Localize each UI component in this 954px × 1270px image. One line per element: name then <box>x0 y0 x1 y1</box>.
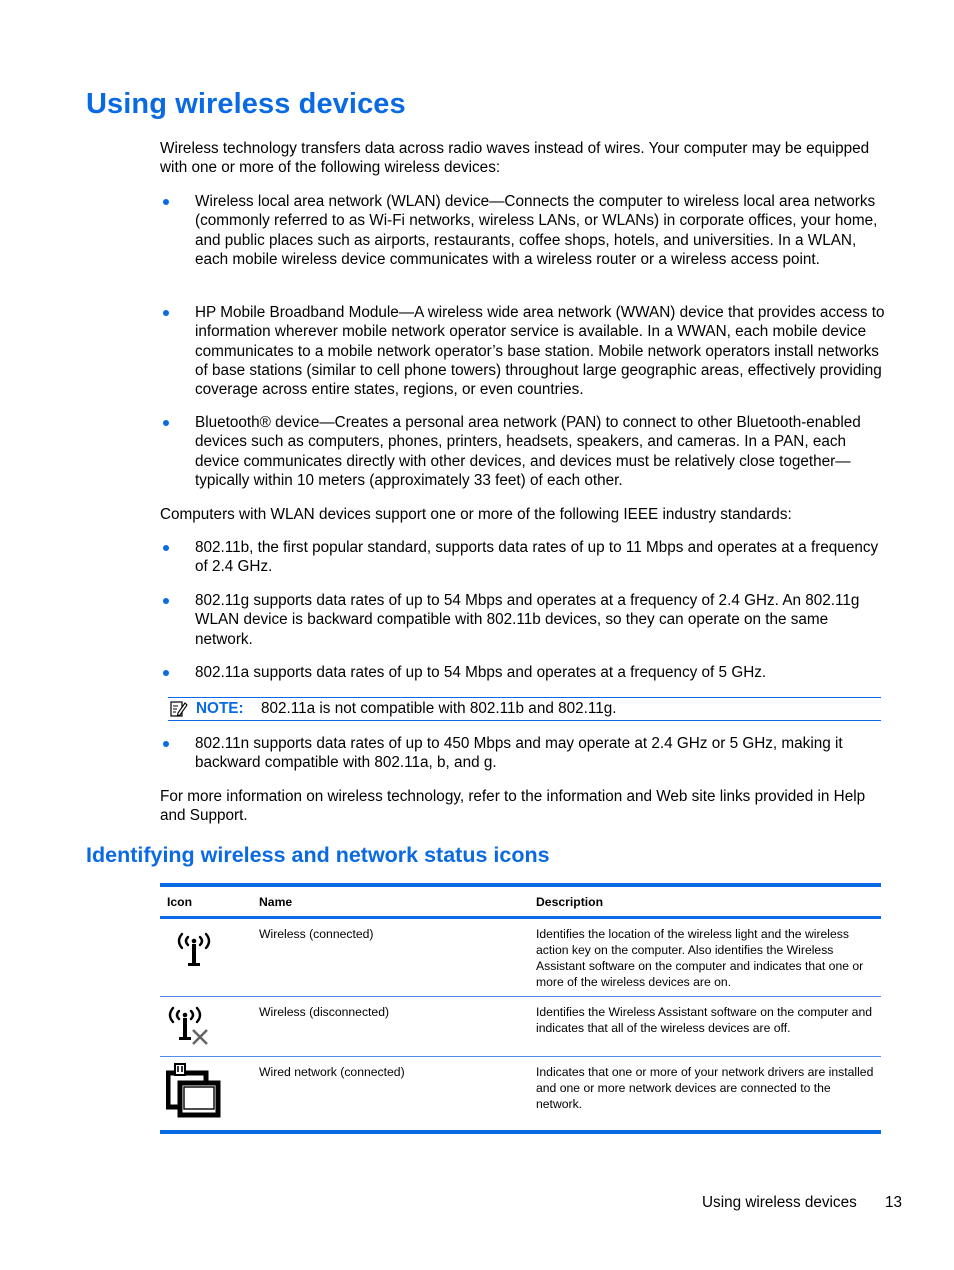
wired-network-connected-icon <box>166 1063 222 1121</box>
note-label: NOTE: <box>196 700 244 717</box>
bullet-icon <box>163 545 169 551</box>
column-header-icon: Icon <box>167 895 193 909</box>
list-item-text: 802.11g supports data rates of up to 54 Mbps and operates at a frequency of 2.4 GHz. An 802.11g WLAN device is backward compatible with 802.11b devices, so they can operate on the same network. <box>195 592 860 648</box>
row-divider <box>160 996 881 997</box>
note-text: 802.11a is not compatible with 802.11b and 802.11g. <box>261 700 617 717</box>
more-info-paragraph: For more information on wireless technology, refer to the information and Web site links provided in Help and Support. <box>160 788 866 825</box>
row-description: Identifies the location of the wireless light and the wireless action key on the computer. Also identifies the Wireless Assistant software on the computer and indicates that one or more of the wireless devices are on. <box>536 927 864 989</box>
bullet-icon <box>163 310 169 316</box>
bullet-icon <box>163 741 169 747</box>
bullet-icon <box>163 670 169 676</box>
intro-paragraph: Wireless technology transfers data across radio waves instead of wires. Your computer may be equipped with one or more of the following wireless devices: <box>160 140 870 177</box>
row-name: Wireless (connected) <box>259 927 374 941</box>
note-box <box>168 697 881 721</box>
row-divider <box>160 1056 881 1057</box>
standards-intro: Computers with WLAN devices support one or more of the following IEEE industry standards: <box>160 506 792 523</box>
note-pencil-icon <box>170 700 188 718</box>
page-title: Using wireless devices <box>86 88 406 120</box>
list-item-text: 802.11n supports data rates of up to 450 Mbps and may operate at 2.4 GHz or 5 GHz, making it backward compatible with 802.11a, b, and g. <box>195 735 843 772</box>
bullet-icon <box>163 199 169 205</box>
wireless-connected-icon <box>173 930 217 970</box>
list-item-text: HP Mobile Broadband Module—A wireless wide area network (WWAN) device that provides access to information wherever mobile network operator service is available. In a WWAN, each mobile device communicates to a mobile network operator’s base station. Mobile network operators install networks of base stations (similar to cell phone towers) throughout large geographic areas, effectively providing coverage across entire states, regions, or even countries. <box>195 304 885 399</box>
row-name: Wired network (connected) <box>259 1065 405 1079</box>
row-description: Indicates that one or more of your network drivers are installed and one or more network devices are connected to the network. <box>536 1065 874 1111</box>
wireless-disconnected-icon <box>165 1003 213 1049</box>
page-number: 13 <box>885 1194 903 1211</box>
column-header-name: Name <box>259 895 293 909</box>
list-item-text: 802.11b, the first popular standard, supports data rates of up to 11 Mbps and operates at a frequency of 2.4 GHz. <box>195 539 879 576</box>
footer-section-title: Using wireless devices <box>702 1194 857 1211</box>
section-title: Identifying wireless and network status icons <box>86 843 550 867</box>
row-description: Identifies the Wireless Assistant software on the computer and indicates that all of the wireless devices are off. <box>536 1005 873 1035</box>
bullet-icon <box>163 598 169 604</box>
table-bottom-rule <box>160 1130 881 1134</box>
list-item-text: 802.11a supports data rates of up to 54 Mbps and operates at a frequency of 5 GHz. <box>195 664 767 681</box>
table-top-rule <box>160 883 881 887</box>
table-header-rule <box>160 916 881 919</box>
list-item-text: Bluetooth® device—Creates a personal area network (PAN) to connect to other Bluetooth-enabled devices such as computers, phones, printers, headsets, speakers, and cameras. In a PAN, each device communicates directly with other devices, and devices must be relatively close together—typically within 10 meters (approximately 33 feet) of each other. <box>195 414 861 489</box>
list-item-text: Wireless local area network (WLAN) device—Connects the computer to wireless local area networks (commonly referred to as Wi-Fi networks, wireless LANs, or WLANs) in corporate offices, your home, and public places such as airports, restaurants, coffee shops, hotels, and universities. In a WLAN, each mobile wireless device communicates with a wireless router or a wireless access point. <box>195 193 878 268</box>
bullet-icon <box>163 420 169 426</box>
row-name: Wireless (disconnected) <box>259 1005 390 1019</box>
column-header-description: Description <box>536 895 604 909</box>
